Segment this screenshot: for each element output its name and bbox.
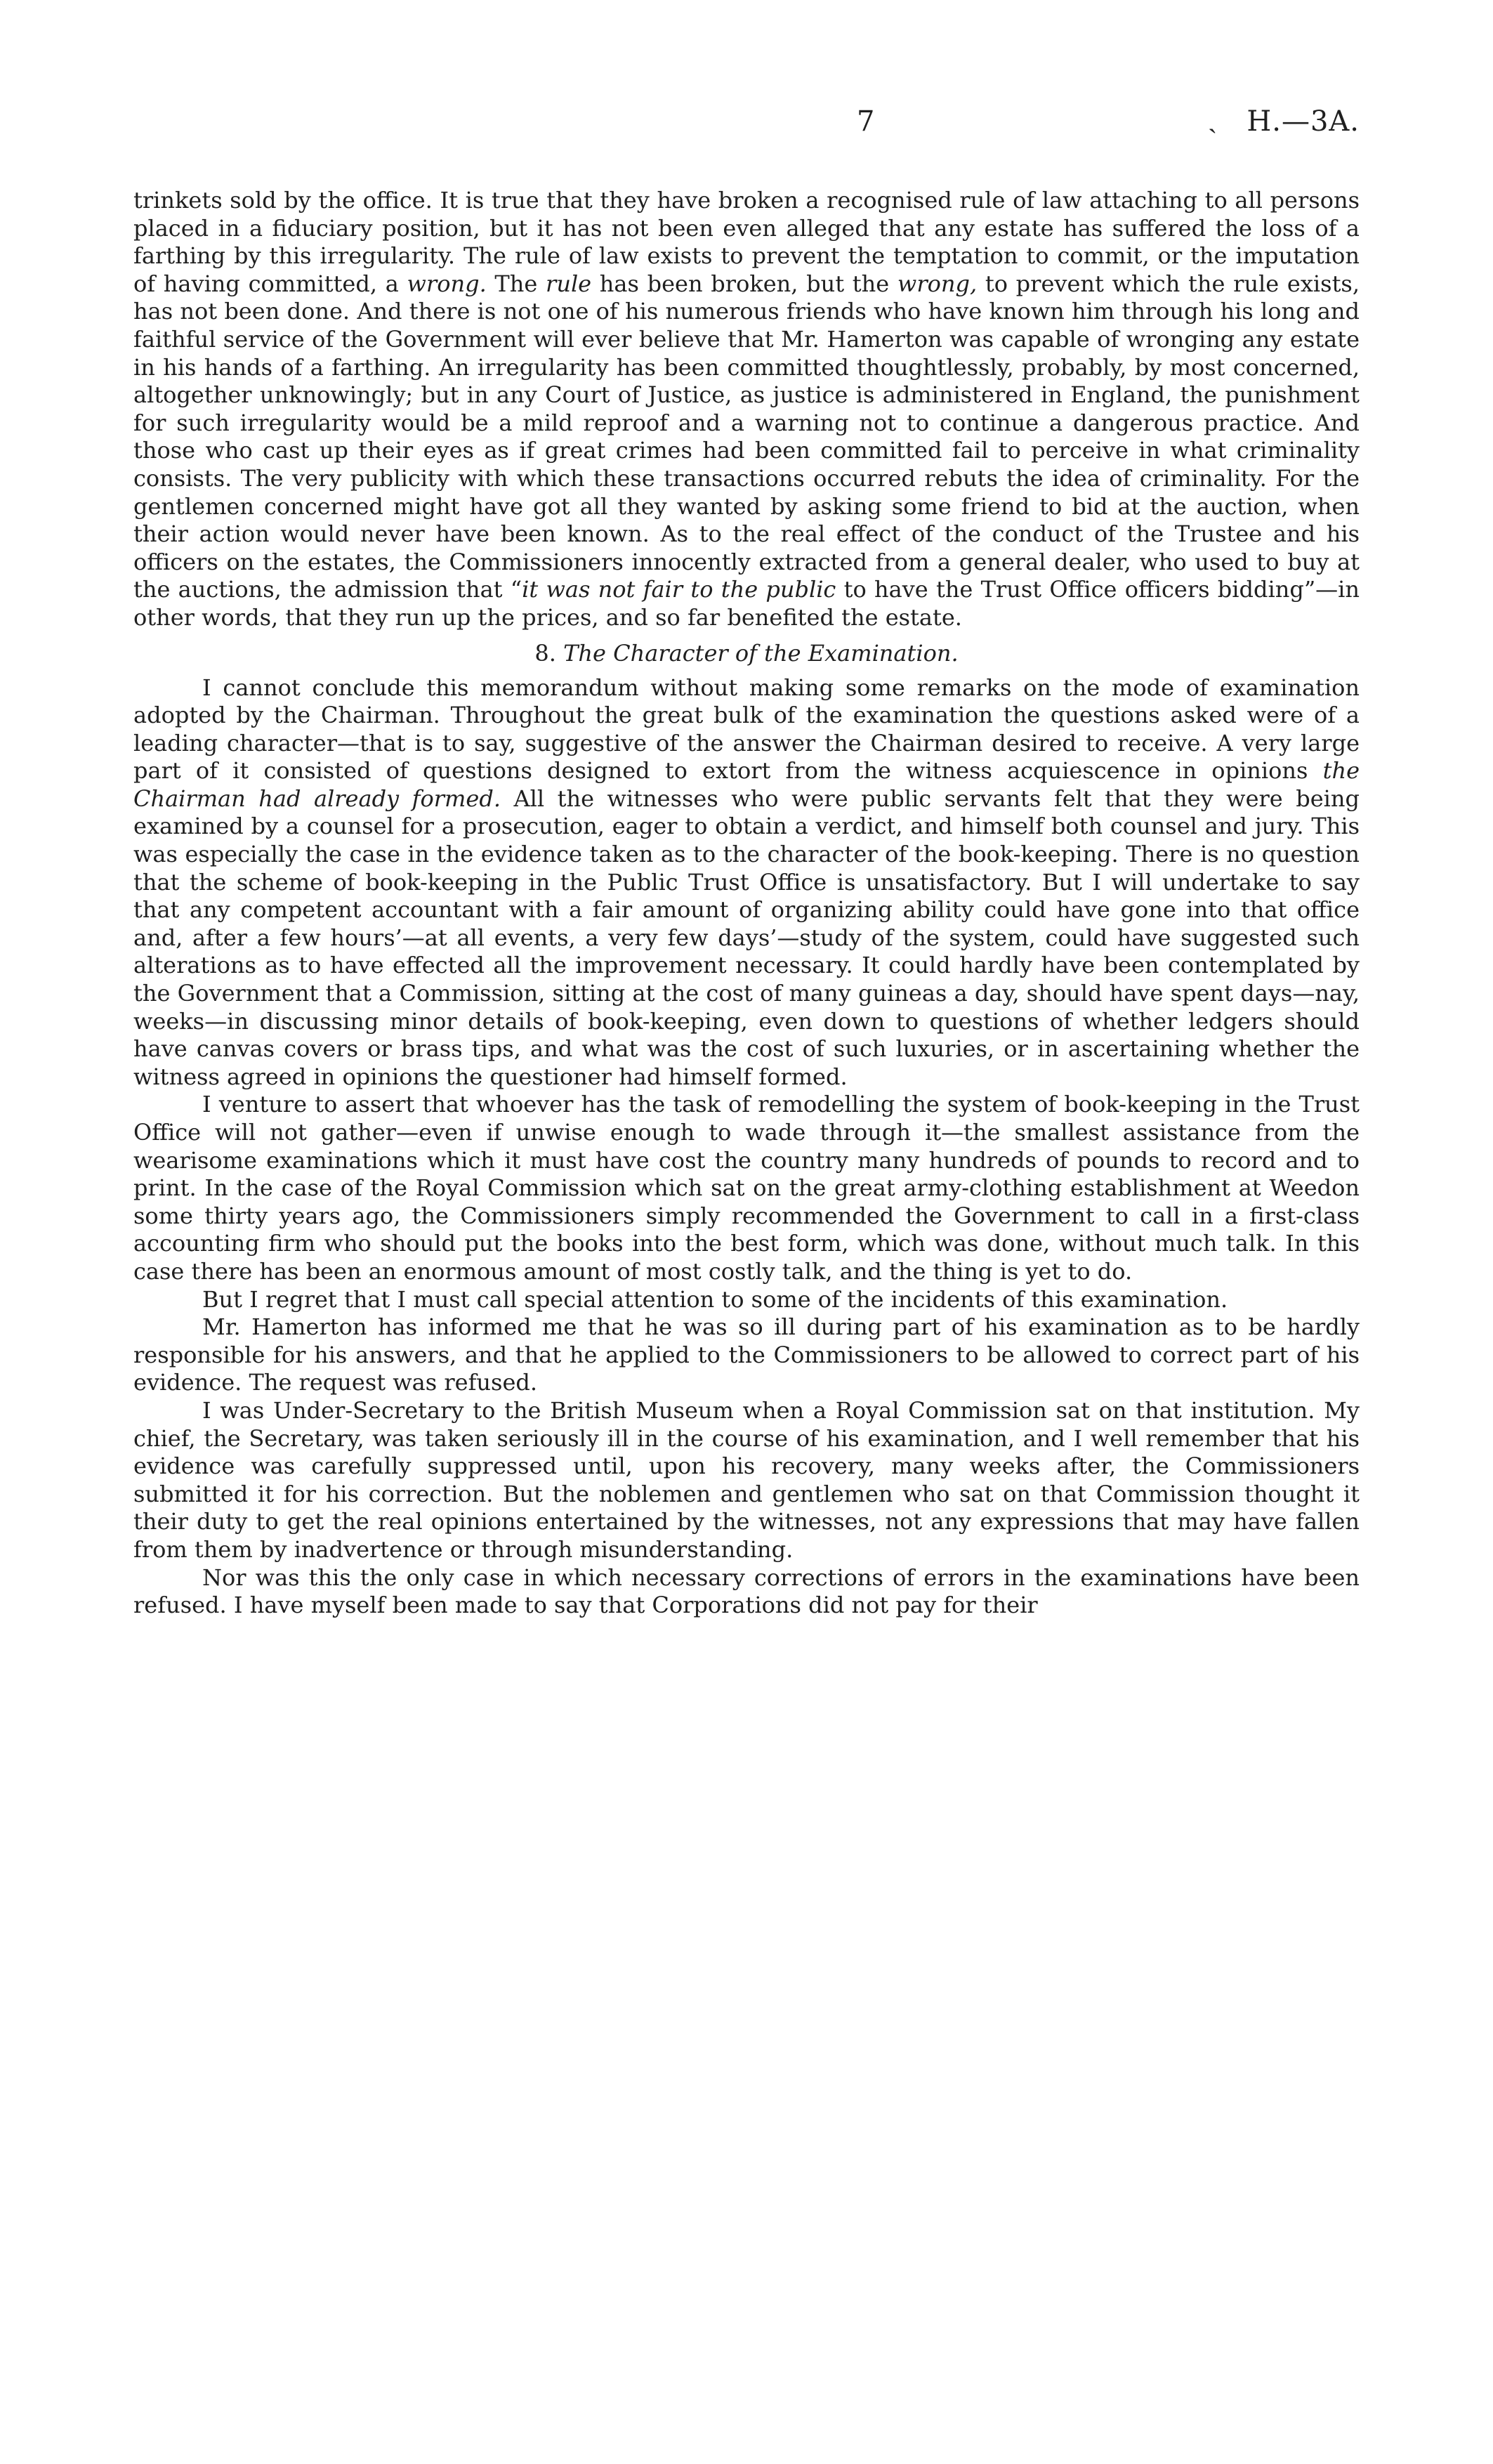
header-mark: ˎ: [1208, 102, 1218, 134]
text-run: trinkets sold by the office. It is true that they have broken a recognised rule of law attaching to all persons placed in a fiduciary position, but it has not been even alleged that any estate has suffered the loss of a farthing by this irregularity. The rule of law exists to prevent the temptation to commit, or the imputation of having committed, a: [133, 187, 1360, 297]
document-reference: H.—3A.: [1247, 105, 1360, 138]
paragraph-continuation: [133, 187, 1360, 632]
italic-run: wrong.: [407, 270, 487, 297]
text-run: has been broken, but the: [591, 270, 897, 297]
text-run: All the witnesses who were public servants felt that they were being examined by a counsel for a prosecution, eager to obtain a verdict, and himself both counsel and jury. This was especially the case in the evidence taken as to the character of the book-keeping. There is no question that the scheme of book-keeping in the Public Trust Office is unsatisfactory. But I will undertake to say that any competent accountant with a fair amount of organizing ability could have gone into that office and, after a few hours’—at all events, a very few days’—study of the system, could have suggested such alterations as to have effected all the improvement necessary. It could hardly have been contemplated by the Government that a Commission, sitting at the cost of many guineas a day, should have spent days—nay, weeks—in discussing minor details of book-keeping, even down to questions of whether ledgers should have canvas covers or brass tips, and what was the cost of such luxuries, or in ascertaining whether the witness agreed in opinions the questioner had himself formed.: [133, 785, 1360, 1090]
italic-run: rule: [546, 270, 592, 297]
text-run: I cannot conclude this memorandum without making some remarks on the mode of examination adopted by the Chairman. Throughout the great bulk of the examination the questions asked were of a leading character—that is to say, suggestive of the answer the Chairman desired to receive. A very large part of it consisted of questions designed to extort from the witness acquiescence in opinions: [133, 674, 1360, 785]
body-text: [133, 187, 1360, 1620]
paragraph: Mr. Hamerton has informed me that he was so ill during part of his examination as to be hardly responsible for his answers, and that he applied to the Commissioners to be allowed to correct part of his evidence. The request was refused.: [133, 1313, 1360, 1396]
section-heading: [133, 639, 1360, 667]
text-run: to have the Trust Office officers bidding”—in other words, that they run up the prices, and so far benefited the estate.: [133, 576, 1360, 631]
paragraph: Nor was this the only case in which necessary corrections of errors in the examinations have been refused. I have myself been made to say that Corporations did not pay for their: [133, 1564, 1360, 1619]
page-header: [133, 102, 1360, 148]
page-number: 7: [857, 105, 875, 138]
text-run: to prevent which the rule exists, has not been done. And there is not one of his numerous friends who have known him through his long and faithful service of the Government will ever believe that Mr. Hamerton was capable of wronging any estate in his hands of a farthing. An irregularity has been committed thoughtlessly, probably, by most concerned, altogether unknowingly; but in any Court of Justice, as justice is administered in England, the punishment for such irregularity would be a mild reproof and a warning not to continue a dangerous practice. And those who cast up their eyes as if great crimes had been committed fail to perceive in what criminality consists. The very publicity with which these transactions occurred rebuts the idea of criminality. For the gentlemen concerned might have got all they wanted by asking some friend to bid at the auction, when their action would never have been known. As to the real effect of the conduct of the Trustee and his officers on the estates, the Commissioners innocently extracted from a general dealer, who used to buy at the auctions, the admission that “: [133, 270, 1360, 603]
italic-run: it was not fair to the public: [522, 576, 836, 603]
text-run: The: [486, 270, 546, 297]
paragraph: I venture to assert that whoever has the task of remodelling the system of book-keeping in the Trust Office will not gather—even if unwise enough to wade through it—the smallest assistance from the wearisome examinations which it must have cost the country many hundreds of pounds to record and to print. In the case of the Royal Commission which sat on the great army-clothing establishment at Weedon some thirty years ago, the Commissioners simply recommended the Government to call in a first-class accounting firm who should put the books into the best form, which was done, without much talk. In this case there has been an enormous amount of most costly talk, and the thing is yet to do.: [133, 1091, 1360, 1285]
section-title: The Character of the Examination.: [563, 639, 959, 667]
paragraph: But I regret that I must call special attention to some of the incidents of this examination.: [202, 1285, 1228, 1313]
section-number: 8.: [534, 639, 564, 667]
italic-run: wrong,: [897, 270, 978, 297]
paragraph: I was Under-Secretary to the British Museum when a Royal Commission sat on that institution. My chief, the Secretary, was taken seriously ill in the course of his examination, and I well remember that his evidence was carefully suppressed until, upon his recovery, many weeks after, the Commissioners submitted it for his correction. But the noblemen and gentlemen who sat on that Commission thought it their duty to get the real opinions entertained by the witnesses, not any expressions that may have fallen from them by inadvertence or through misunderstanding.: [133, 1396, 1360, 1563]
italic-run: the Chairman had already formed.: [133, 757, 1360, 812]
paragraph: [133, 674, 1360, 1092]
